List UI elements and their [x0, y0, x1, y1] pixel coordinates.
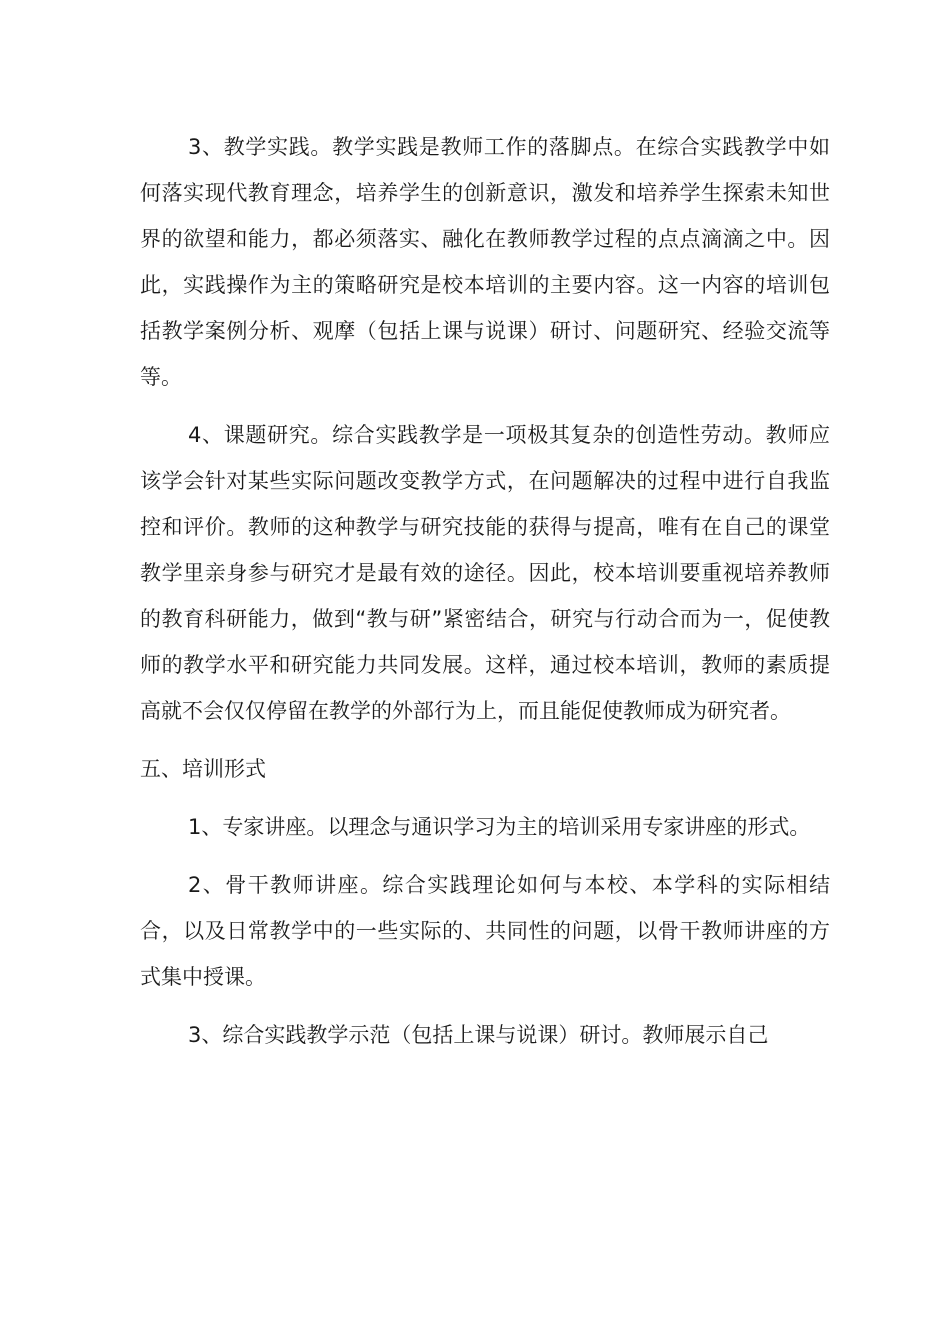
paragraph-expert-lecture: 1、专家讲座。以理念与通识学习为主的培训采用专家讲座的形式。	[188, 815, 811, 839]
document-body	[140, 124, 830, 1058]
paragraph-research-topic: 4、课题研究。综合实践教学是一项极其复杂的创造性劳动。教师应该学会针对某些实际问题改变教学方式，在问题解决的过程中进行自我监控和评价。教师的这种教学与研究技能的获得与提高，唯有在自己的课堂教学里亲身参与研究才是最有效的途径。因此，校本培训要重视培养教师的教育科研能力，做到“教与研”紧密结合，研究与行动合而为一，促使教师的教学水平和研究能力共同发展。这样，通过校本培训，教师的素质提高就不会仅仅停留在教学的外部行为上，而且能促使教师成为研究者。	[140, 423, 830, 723]
paragraph-backbone-teacher-lecture: 2、骨干教师讲座。综合实践理论如何与本校、本学科的实际相结合，以及日常教学中的一些实际的、共同性的问题，以骨干教师讲座的方式集中授课。	[140, 873, 830, 989]
section-heading-training-forms: 五、培训形式	[140, 757, 266, 781]
paragraph-teaching-practice: 3、教学实践。教学实践是教师工作的落脚点。在综合实践教学中如何落实现代教育理念，培养学生的创新意识，激发和培养学生探索未知世界的欲望和能力，都必须落实、融化在教师教学过程的点点滴滴之中。因此，实践操作为主的策略研究是校本培训的主要内容。这一内容的培训包括教学案例分析、观摩（包括上课与说课）研讨、问题研究、经验交流等等。	[140, 135, 830, 389]
paragraph-teaching-demonstration: 3、综合实践教学示范（包括上课与说课）研讨。教师展示自己	[188, 1023, 769, 1047]
